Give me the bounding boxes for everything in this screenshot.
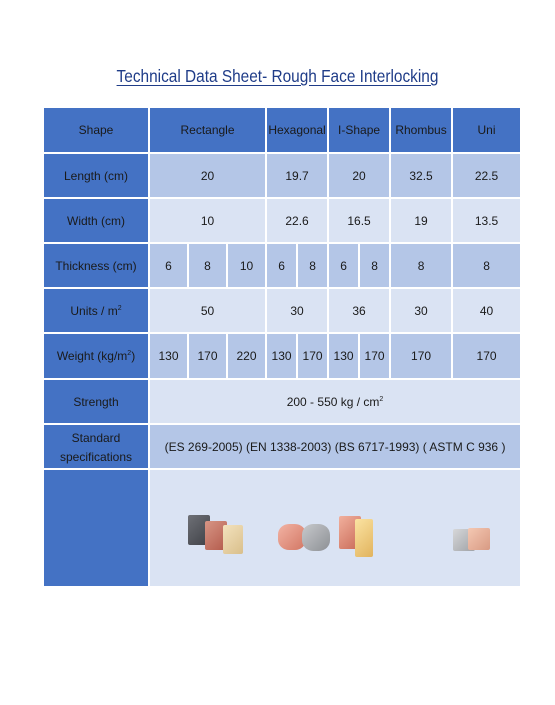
thickness-cell: 8 <box>390 243 452 288</box>
weight-cell: 130 <box>328 333 359 379</box>
header-shape-rhombus: Rhombus <box>390 107 452 153</box>
length-cell: 19.7 <box>266 153 328 198</box>
thickness-cell: 10 <box>227 243 266 288</box>
width-label: Width (cm) <box>43 198 149 243</box>
width-row <box>43 198 521 243</box>
thickness-cell: 6 <box>266 243 297 288</box>
paver-yellow-ishape <box>355 519 373 557</box>
units-label-text: Units / m <box>70 303 118 318</box>
weight-cell: 130 <box>266 333 297 379</box>
units-label-sup: 2 <box>117 304 122 312</box>
strength-label: Strength <box>43 379 149 424</box>
thickness-cell: 8 <box>297 243 328 288</box>
page-title <box>33 66 521 87</box>
header-shape-i-shape: I-Shape <box>328 107 390 153</box>
width-cell: 16.5 <box>328 198 390 243</box>
thickness-row <box>43 243 521 288</box>
thickness-cell: 6 <box>328 243 359 288</box>
width-cell: 19 <box>390 198 452 243</box>
weight-cell: 170 <box>452 333 521 379</box>
thickness-cell: 8 <box>452 243 521 288</box>
length-cell: 20 <box>328 153 390 198</box>
length-cell: 20 <box>149 153 266 198</box>
weight-label <box>43 333 149 379</box>
width-cell: 10 <box>149 198 266 243</box>
weight-label-end: ) <box>131 349 136 363</box>
strength-value: 200 - 550 kg / cm <box>286 394 380 409</box>
paver-images-cell <box>149 469 521 587</box>
weight-label-sup: 2 <box>127 350 132 357</box>
units-label <box>43 288 149 333</box>
strength-sup: 2 <box>379 395 384 403</box>
units-cell: 50 <box>149 288 266 333</box>
length-cell: 32.5 <box>390 153 452 198</box>
weight-cell: 130 <box>149 333 188 379</box>
weight-cell: 170 <box>188 333 227 379</box>
standard-label: Standard specifications <box>43 424 149 469</box>
thickness-cell: 8 <box>359 243 390 288</box>
standard-cell: (ES 269-2005) (EN 1338-2003) (BS 6717-1993) ( ASTM C 936 ) <box>149 424 521 469</box>
width-cell: 22.6 <box>266 198 328 243</box>
units-cell: 40 <box>452 288 521 333</box>
units-cell: 30 <box>390 288 452 333</box>
page-title-text: Technical Data Sheet- Rough Face Interlocking <box>116 66 439 86</box>
weight-cell: 170 <box>297 333 328 379</box>
header-shape-rectangle: Rectangle <box>149 107 266 153</box>
width-cell: 13.5 <box>452 198 521 243</box>
header-shape-hexagonal: Hexagonal <box>266 107 328 153</box>
units-row <box>43 288 521 333</box>
paver-images <box>150 471 520 585</box>
image-row <box>43 469 521 587</box>
image-row-label <box>43 469 149 587</box>
strength-row <box>43 379 521 424</box>
paver-grey-hexagon <box>302 524 330 551</box>
thickness-cell: 6 <box>149 243 188 288</box>
length-row <box>43 153 521 198</box>
units-cell: 36 <box>328 288 390 333</box>
data-sheet-table <box>42 106 522 588</box>
weight-cell: 220 <box>227 333 266 379</box>
paver-cream <box>223 525 243 554</box>
weight-cell: 170 <box>390 333 452 379</box>
length-cell: 22.5 <box>452 153 521 198</box>
header-row <box>43 107 521 153</box>
weight-row <box>43 333 521 379</box>
weight-cell: 170 <box>359 333 390 379</box>
standard-row <box>43 424 521 469</box>
weight-label-text: Weight (kg/m <box>56 349 128 363</box>
units-cell: 30 <box>266 288 328 333</box>
thickness-cell: 8 <box>188 243 227 288</box>
strength-cell <box>149 379 521 424</box>
length-label: Length (cm) <box>43 153 149 198</box>
header-shape-uni: Uni <box>452 107 521 153</box>
header-label: Shape <box>43 107 149 153</box>
paver-peach-uni <box>468 528 490 550</box>
thickness-label: Thickness (cm) <box>43 243 149 288</box>
